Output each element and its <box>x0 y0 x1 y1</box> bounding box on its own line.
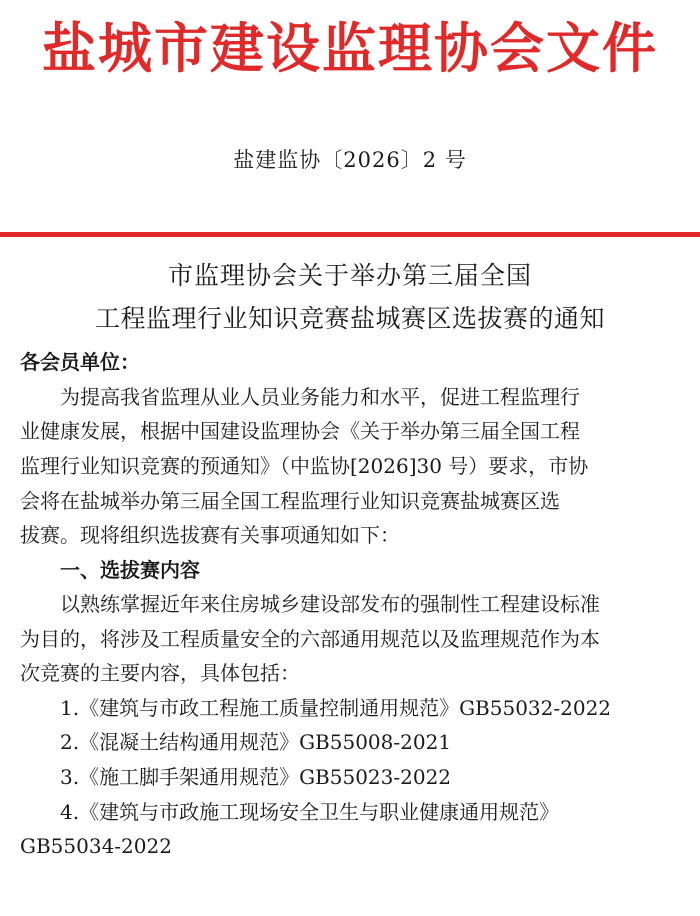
document-number: 盐建监协〔2026〕2 号 <box>233 148 467 172</box>
intro-line: 为提高我省监理从业人员业务能力和水平，促进工程监理行 <box>60 385 580 409</box>
red-divider <box>0 232 700 237</box>
intro-line: 监理行业知识竞赛的预通知》（中监协[2026]30 号）要求，市协 <box>20 454 589 478</box>
section-body-line: 为目的，将涉及工程质量安全的六部通用规范以及监理规范作为本 <box>20 627 600 651</box>
section-body-line: 次竞赛的主要内容，具体包括： <box>20 661 300 685</box>
issuer-title: 盐城市建设监理协会文件 <box>42 17 658 80</box>
section-body-line: 以熟练掌握近年来住房城乡建设部发布的强制性工程建设标准 <box>60 592 600 616</box>
list-item: 3.《施工脚手架通用规范》GB55023-2022 <box>60 765 452 789</box>
list-item: 1.《建筑与市政工程施工质量控制通用规范》GB55032-2022 <box>60 696 612 720</box>
intro-line: 业健康发展，根据中国建设监理协会《关于举办第三届全国工程 <box>20 419 580 443</box>
intro-line: 会将在盐城举办第三届全国工程监理行业知识竞赛盐城赛区选 <box>20 489 560 513</box>
list-item: 2.《混凝土结构通用规范》GB55008-2021 <box>60 730 452 754</box>
section-heading: 一、选拔赛内容 <box>60 558 200 582</box>
notice-title-line-2: 工程监理行业知识竞赛盐城赛区选拔赛的通知 <box>94 304 605 333</box>
notice-title-line-1: 市监理协会关于举办第三届全国 <box>167 261 532 290</box>
intro-line: 拔赛。现将组织选拔赛有关事项通知如下： <box>20 523 400 547</box>
list-item-continuation: GB55034-2022 <box>20 834 172 858</box>
salutation: 各会员单位： <box>20 350 140 374</box>
list-item: 4.《建筑与市政施工现场安全卫生与职业健康通用规范》 <box>60 800 560 824</box>
